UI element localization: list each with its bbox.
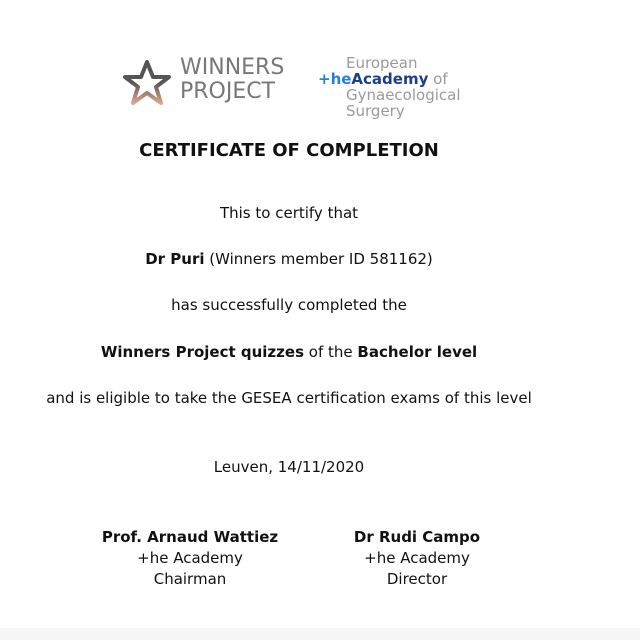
signatory-chairman [80,527,300,590]
academy-logo-of: of [428,70,448,88]
winners-project-logo [122,56,292,108]
certificate-title: CERTIFICATE OF COMPLETION [139,140,439,161]
signatory-org: +he Academy [364,549,470,567]
academy-logo-line1: European [346,54,418,72]
program-name: Winners Project quizzes [100,343,304,361]
academy-logo [318,55,461,119]
star-icon [122,58,172,108]
achievement-connector: of the [304,343,358,361]
recipient-line [0,250,578,268]
bottom-strip [0,628,640,640]
signatory-org: +he Academy [137,549,243,567]
level-name: Bachelor level [357,343,478,361]
academy-logo-academy: Academy [351,70,429,88]
academy-logo-line4: Surgery [346,102,405,120]
academy-logo-line3: Gynaecological [346,86,461,104]
achievement-line [0,343,578,361]
eligibility-text: and is eligible to take the GESEA certification exams of this level [46,389,532,407]
signatory-director [307,527,527,590]
signatory-role: Chairman [153,570,227,588]
place-date: Leuven, 14/11/2020 [213,458,365,476]
signatory-name: Dr Rudi Campo [353,528,481,546]
recipient-name: Dr Puri [145,250,205,268]
winners-logo-line1: WINNERS [180,55,285,80]
completed-text: has successfully completed the [171,296,407,314]
intro-text: This to certify that [219,204,359,222]
signatory-role: Director [386,570,448,588]
member-info: (Winners member ID 581162) [204,250,433,268]
academy-logo-plus: +he [318,70,352,88]
winners-logo-line2: PROJECT [180,79,276,104]
signatory-name: Prof. Arnaud Wattiez [101,528,279,546]
